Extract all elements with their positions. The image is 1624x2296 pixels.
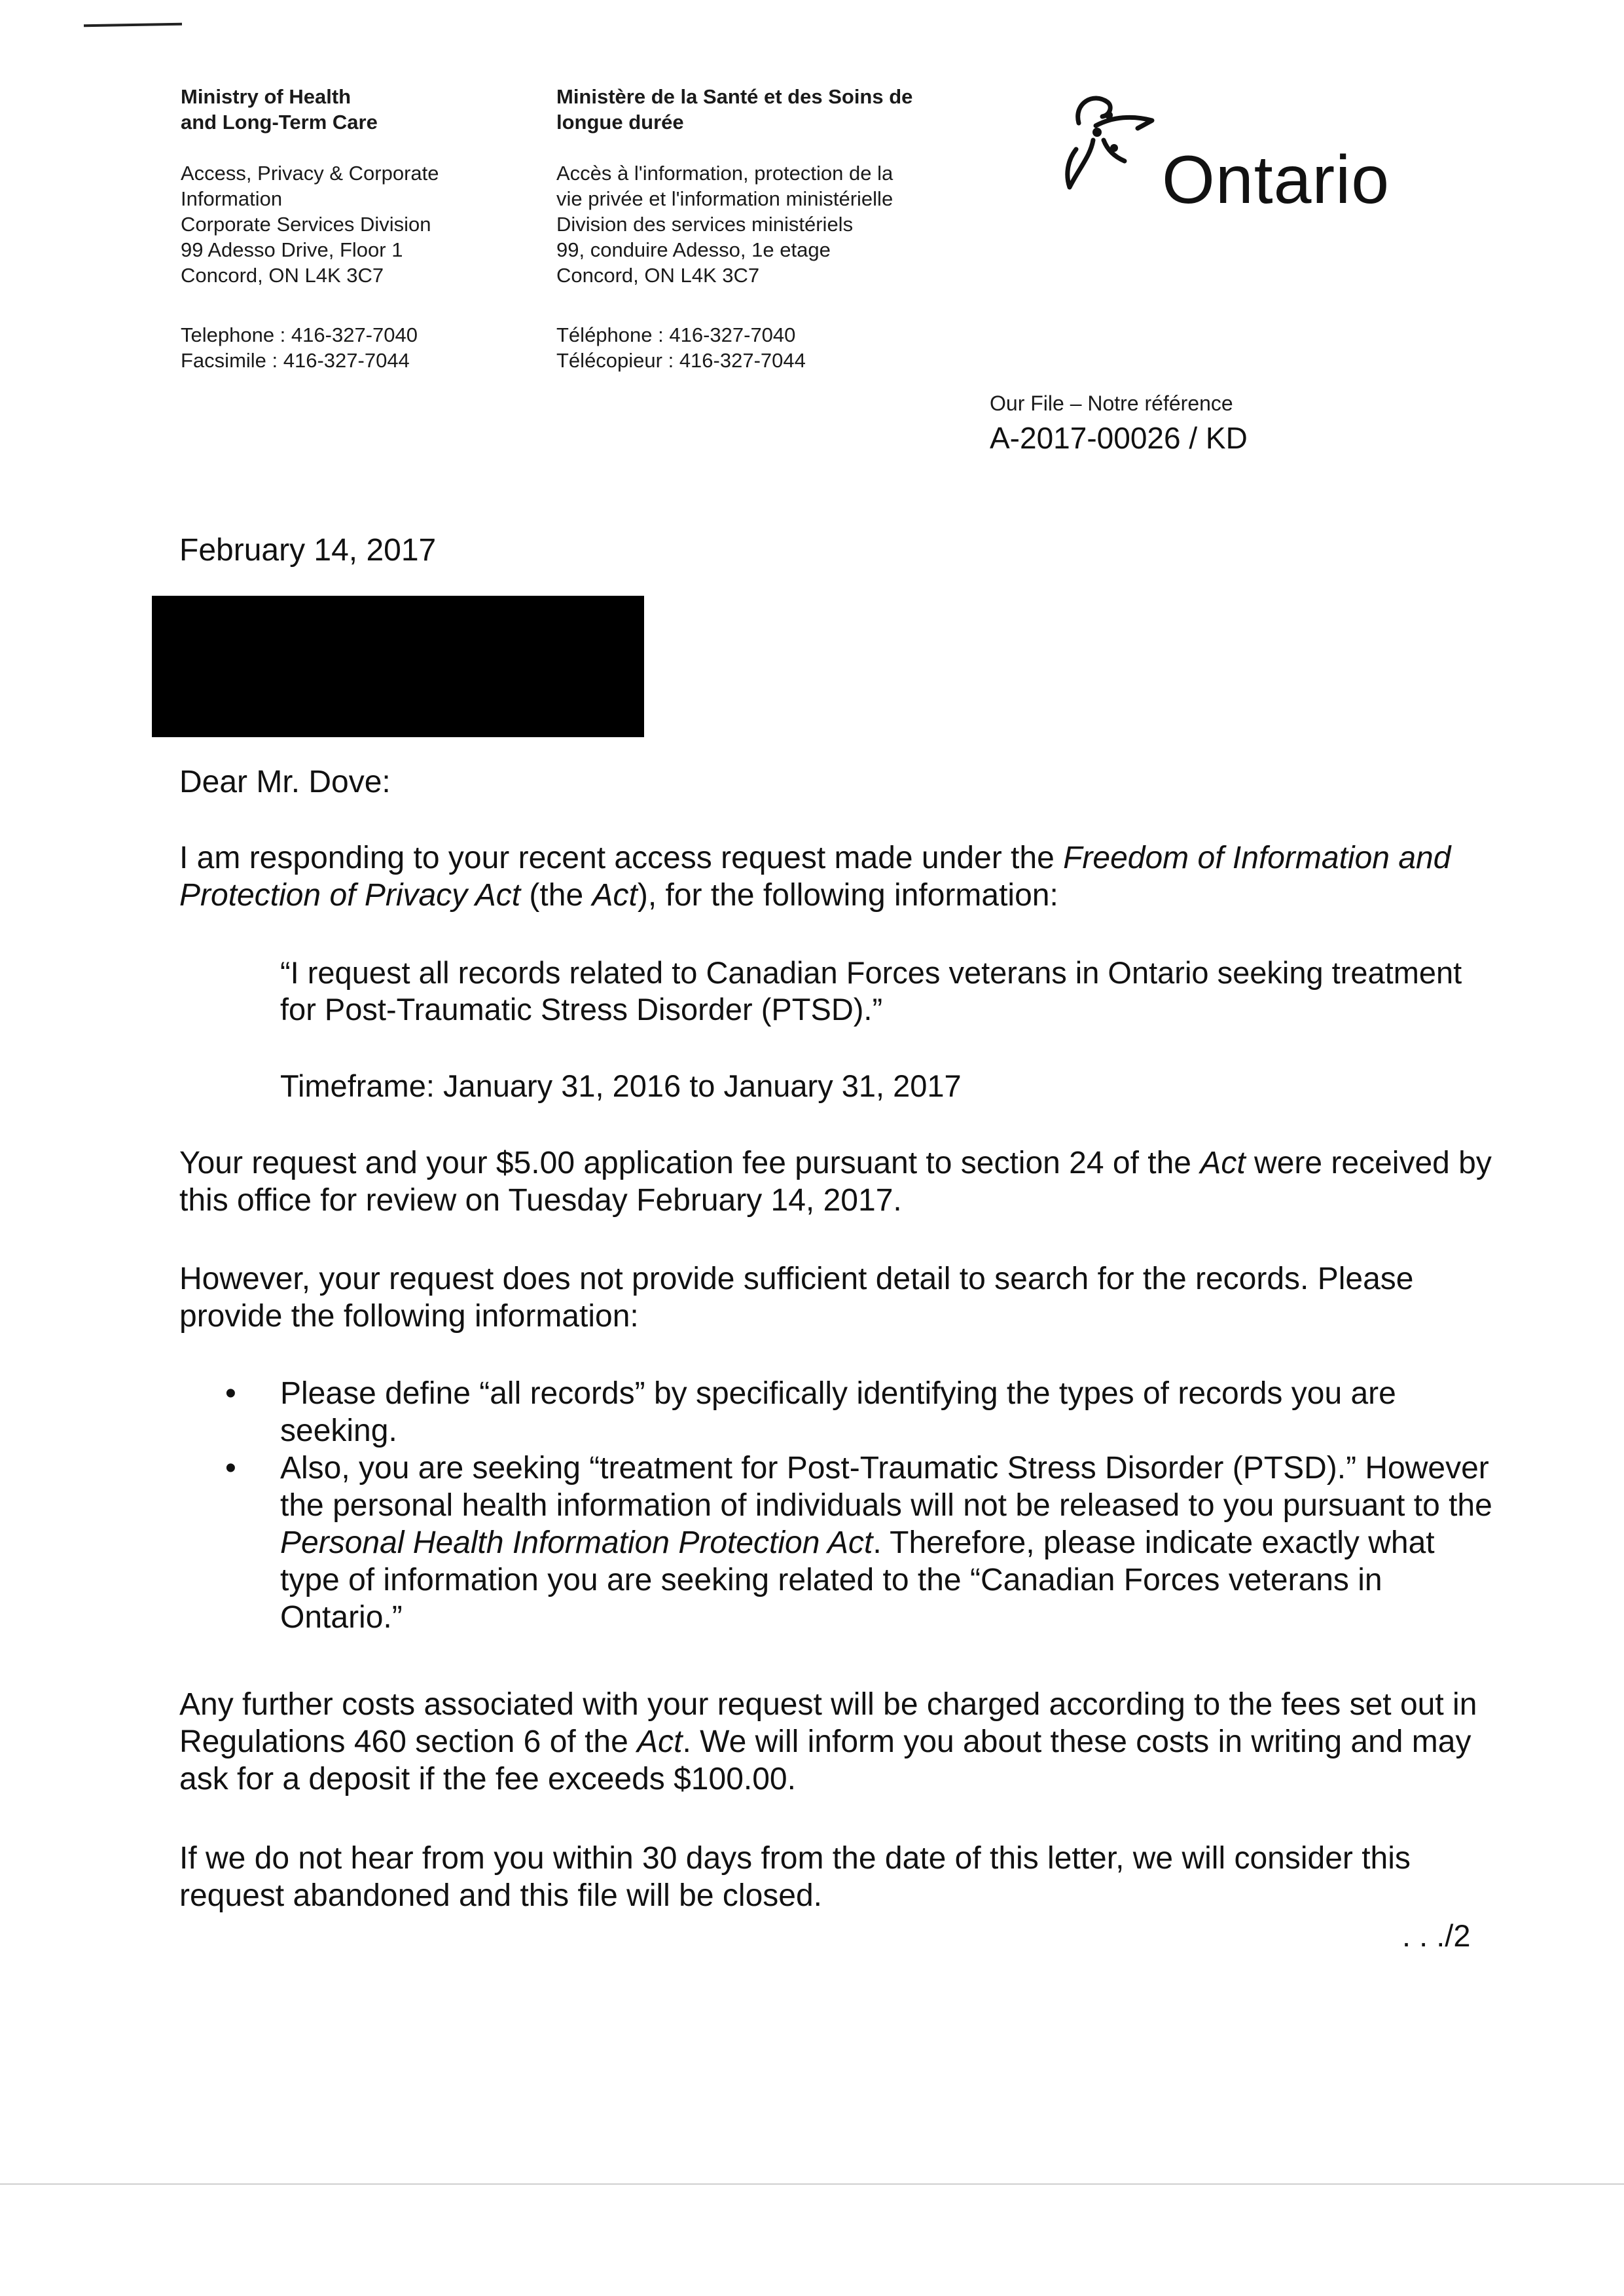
office-en-2: Information: [181, 187, 283, 210]
ontario-logo: [1047, 77, 1427, 228]
p2-text-a: Your request and your $5.00 application fee pursuant to section 24 of the: [179, 1146, 1200, 1180]
scan-fold-line: [0, 2183, 1624, 2185]
office-fr-1: Accès à l'information, protection de la: [556, 162, 893, 185]
ontario-wordmark: Ontario: [1162, 142, 1390, 218]
bullet2-text-b: . Therefore, please indicate exactly what type of information you are seeking related to the “Canadian Forces veterans in Ontario.”: [280, 1525, 1435, 1635]
act-short-name: Act: [592, 878, 638, 913]
office-en-1: Access, Privacy & Corporate: [181, 162, 439, 185]
list-item: [179, 1449, 1495, 1636]
facsimile-fr: Télécopieur : 416-327-7044: [556, 349, 806, 372]
header-english: [181, 84, 547, 373]
office-fr-4: 99, conduire Adesso, 1e etage: [556, 238, 831, 261]
telephone-en: Telephone : 416-327-7040: [181, 323, 418, 346]
p1-text-a: I am responding to your recent access request made under the: [179, 841, 1064, 875]
page-continuation: . . ./2: [1402, 1918, 1471, 1953]
p4-act: Act: [637, 1724, 683, 1759]
letter-date: February 14, 2017: [179, 533, 437, 568]
office-en-4: 99 Adesso Drive, Floor 1: [181, 238, 403, 261]
scan-mark: [84, 23, 182, 27]
file-reference-number: A-2017-00026 / KD: [990, 421, 1248, 455]
office-en-3: Corporate Services Division: [181, 213, 431, 236]
paragraph-insufficient-detail: However, your request does not provide sufficient detail to search for the records. Please provide the following information:: [179, 1262, 1414, 1334]
header-french: [556, 84, 988, 373]
office-fr-2: vie privée et l'information ministérielle: [556, 187, 893, 210]
bullet-symbol: •: [225, 1376, 236, 1411]
bullet-symbol: •: [225, 1451, 236, 1485]
ministry-name-fr-2: longue durée: [556, 111, 684, 134]
p1-text-c: ), for the following information:: [637, 878, 1058, 913]
file-reference-label: Our File – Notre référence: [990, 392, 1233, 415]
trillium-icon: [1047, 77, 1165, 208]
phipa-act-name: Personal Health Information Protection Act: [280, 1525, 873, 1560]
facsimile-en: Facsimile : 416-327-7044: [181, 349, 410, 372]
clarification-list: [179, 1375, 1495, 1636]
salutation: Dear Mr. Dove:: [179, 765, 391, 799]
ministry-name-en-2: and Long-Term Care: [181, 111, 378, 134]
p2-act: Act: [1200, 1146, 1246, 1180]
act-full-name: Freedom of Information and Protection of Privacy Act: [179, 841, 1451, 913]
office-fr-3: Division des services ministériels: [556, 213, 854, 236]
paragraph-fee-received: [179, 1144, 1495, 1219]
p4-text-b: . We will inform you about these costs in writing and may ask for a deposit if the fee exceeds $100.00.: [179, 1724, 1471, 1796]
list-item: [179, 1375, 1495, 1449]
office-fr-5: Concord, ON L4K 3C7: [556, 264, 760, 287]
paragraph-abandonment-notice: If we do not hear from you within 30 days from the date of this letter, we will consider this request abandoned and this file will be closed.: [179, 1841, 1411, 1913]
office-en-5: Concord, ON L4K 3C7: [181, 264, 384, 287]
paragraph-request-intro: [179, 839, 1495, 914]
p1-text-b: (the: [520, 878, 592, 913]
ministry-name-en-1: Ministry of Health: [181, 85, 352, 108]
p2-text-b: were received by this office for review on Tuesday February 14, 2017.: [179, 1146, 1492, 1218]
paragraph-further-costs: [179, 1686, 1495, 1798]
bullet2-text-a: Also, you are seeking “treatment for Post-Traumatic Stress Disorder (PTSD).” However the personal health information of individuals will not be released to you pursuant to the: [280, 1451, 1492, 1523]
p4-text-a: Any further costs associated with your request will be charged according to the fees set out in Regulations 460 section 6 of the: [179, 1687, 1477, 1759]
bullet-all-records: Please define “all records” by specifically identifying the types of records you are seeking.: [280, 1376, 1396, 1448]
request-timeframe: Timeframe: January 31, 2016 to January 31, 2017: [280, 1068, 962, 1103]
redacted-address-block: [152, 596, 644, 737]
telephone-fr: Téléphone : 416-327-7040: [556, 323, 796, 346]
ministry-name-fr-1: Ministère de la Santé et des Soins de: [556, 85, 913, 108]
quoted-request: “I request all records related to Canadian Forces veterans in Ontario seeking treatment for Post-Traumatic Stress Disorder (PTSD).”: [280, 955, 1462, 1027]
